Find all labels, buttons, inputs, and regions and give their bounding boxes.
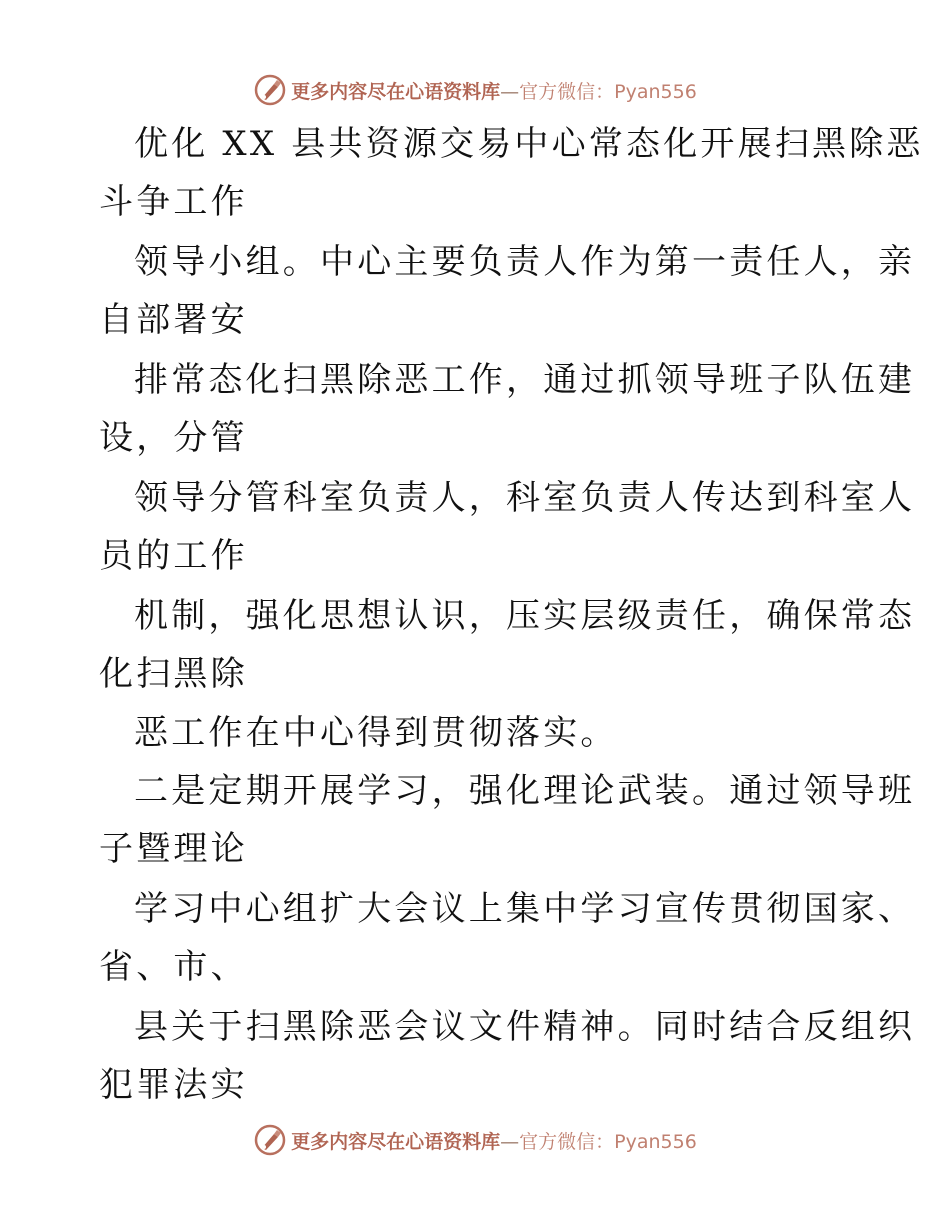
body-line: 自部署安 <box>99 300 248 340</box>
body-line: 领导小组。中心主要负责人作为第一责任人，亲 <box>134 242 916 282</box>
body-line: 领导分管科室负责人，科室负责人传达到科室人 <box>134 478 916 518</box>
footer-text-main: 更多内容尽在心语资料库 <box>291 1130 501 1153</box>
body-line: 设，分管 <box>99 418 248 458</box>
footer-banner <box>0 1120 950 1160</box>
footer-text <box>291 1127 697 1154</box>
body-line: 犯罪法实 <box>99 1065 248 1105</box>
body-line: 员的工作 <box>99 536 248 576</box>
footer-text-contact: 官方微信：Pyan556 <box>519 1130 697 1153</box>
body-line: 县关于扫黑除恶会议文件精神。同时结合反组织 <box>134 1007 916 1047</box>
body-line: 二是定期开展学习，强化理论武装。通过领导班 <box>134 771 916 811</box>
body-line: 斗争工作 <box>99 182 248 222</box>
header-text-contact: 官方微信：Pyan556 <box>519 80 697 103</box>
pen-circle-logo-icon <box>253 73 287 107</box>
header-banner <box>0 70 950 110</box>
body-line: 排常态化扫黑除恶工作，通过抓领导班子队伍建 <box>134 360 916 400</box>
body-line: 省、市、 <box>99 947 248 987</box>
header-text-dash: — <box>500 80 520 103</box>
pen-circle-logo-icon <box>253 1123 287 1157</box>
body-line: 机制，强化思想认识，压实层级责任，确保常态 <box>134 596 916 636</box>
header-text-main: 更多内容尽在心语资料库 <box>291 80 501 103</box>
body-line: 化扫黑除 <box>99 654 248 694</box>
body-line: 恶工作在中心得到贯彻落实。 <box>134 713 618 753</box>
body-line: 子暨理论 <box>99 829 248 869</box>
footer-text-dash: — <box>500 1130 520 1153</box>
body-line: 优化 XX 县共资源交易中心常态化开展扫黑除恶 <box>134 124 924 164</box>
body-line: 学习中心组扩大会议上集中学习宣传贯彻国家、 <box>134 889 916 929</box>
header-text <box>291 77 697 104</box>
